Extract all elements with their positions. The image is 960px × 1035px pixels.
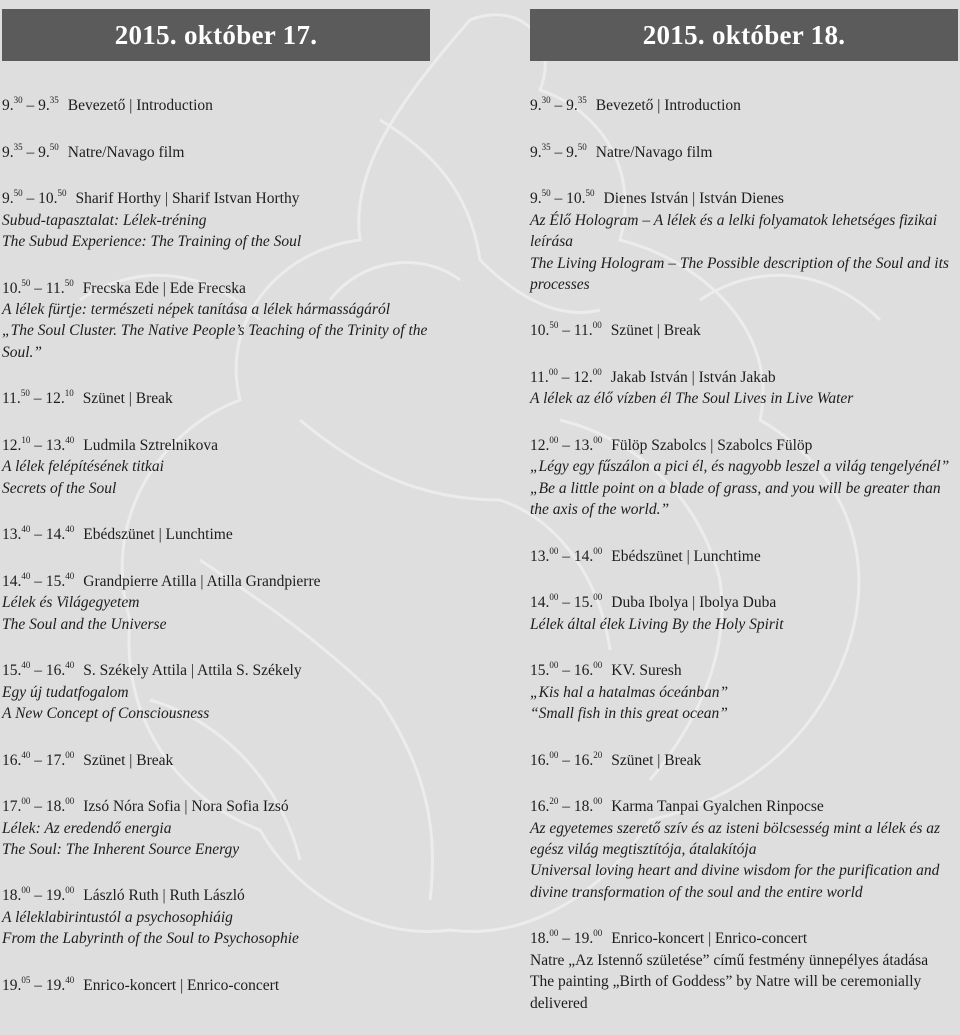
start-hour: 12. [2, 437, 22, 454]
end-minutes: 40 [65, 660, 75, 671]
entry-heading [2, 656, 430, 682]
entry-heading [530, 431, 958, 457]
schedule-entry [2, 431, 430, 499]
entry-heading [2, 384, 430, 410]
entry-heading [530, 542, 958, 568]
end-minutes: 50 [57, 188, 67, 199]
entry-heading [530, 363, 958, 389]
end-minutes: 00 [592, 320, 602, 331]
speaker-title: Sharif Horthy | Sharif Istvan Horthy [75, 190, 300, 208]
speaker-title: Enrico-koncert | Enrico-concert [83, 977, 280, 994]
start-minutes: 00 [21, 885, 31, 896]
time-range [530, 363, 602, 389]
schedule-entry [530, 924, 958, 1014]
speaker-title: Ludmila Sztrelnikova [83, 437, 218, 454]
end-hour: – 16. [558, 751, 594, 769]
time-range [530, 316, 602, 342]
end-hour: – 15. [30, 572, 66, 590]
schedule-entry [2, 656, 430, 724]
schedule-entry [2, 746, 430, 772]
start-hour: 9. [530, 143, 542, 161]
speaker-title: Dienes István | István Dienes [603, 190, 784, 208]
start-minutes: 35 [541, 141, 551, 152]
schedule-list [2, 61, 430, 996]
start-hour: 16. [530, 798, 550, 816]
speaker-title: Jakab István | István Jakab [610, 369, 776, 387]
end-minutes: 00 [65, 796, 75, 807]
talk-title-line: „Légy egy fűszálon a pici él, és nagyobb leszel a világ tengelyénél” [530, 458, 950, 476]
end-hour: – 16. [558, 662, 594, 680]
start-minutes: 00 [549, 434, 559, 445]
time-range [2, 138, 59, 164]
end-minutes: 00 [65, 749, 75, 760]
schedule-entry [2, 138, 430, 164]
speaker-title: Ebédszünet | Lunchtime [83, 526, 233, 544]
end-minutes: 50 [64, 277, 74, 288]
time-range [2, 184, 67, 210]
start-minutes: 30 [13, 95, 23, 105]
talk-title-line: “Small fish in this great ocean” [530, 705, 728, 723]
start-minutes: 05 [21, 974, 31, 985]
end-hour: – 9. [22, 97, 50, 115]
schedule-entry [2, 881, 430, 949]
start-minutes: 40 [21, 524, 31, 535]
schedule-entry [2, 971, 430, 997]
speaker-title: Bevezető | Introduction [67, 97, 213, 115]
time-range [530, 184, 595, 210]
end-minutes: 00 [593, 928, 603, 939]
end-minutes: 00 [593, 796, 603, 807]
end-hour: – 13. [558, 437, 594, 454]
talk-title-line: A lélek fürtje: természeti népek tanítása a lélek hármasságáról [2, 301, 390, 319]
schedule-entry [2, 567, 430, 635]
entry-heading [2, 274, 430, 300]
start-hour: 9. [530, 97, 542, 115]
entry-heading [2, 431, 430, 457]
schedule-entry [530, 542, 958, 568]
time-range [530, 588, 602, 614]
start-hour: 13. [2, 526, 22, 544]
end-hour: – 9. [550, 143, 578, 161]
talk-title-line: Lélek: Az eredendő energia [2, 819, 172, 837]
start-minutes: 30 [541, 95, 551, 105]
talk-title-line: From the Labyrinth of the Soul to Psychosophie [2, 930, 299, 948]
speaker-title: Natre/Navago film [67, 143, 185, 161]
start-minutes: 00 [549, 545, 559, 556]
time-range [2, 91, 59, 117]
time-range [2, 881, 74, 907]
entry-heading [2, 520, 430, 546]
time-range [2, 431, 74, 457]
start-hour: 15. [530, 662, 550, 680]
start-hour: 17. [2, 798, 22, 816]
schedule-entry [2, 520, 430, 546]
start-minutes: 40 [21, 660, 31, 671]
start-hour: 18. [2, 887, 22, 905]
entry-heading [2, 567, 430, 593]
start-minutes: 35 [13, 141, 23, 152]
entry-heading [2, 91, 430, 117]
time-range [2, 656, 74, 682]
end-minutes: 40 [65, 434, 75, 445]
talk-title-line: Lélek által élek Living By the Holy Spirit [530, 615, 784, 633]
start-hour: 11. [530, 369, 549, 387]
schedule-entry [2, 91, 430, 117]
speaker-title: Fülöp Szabolcs | Szabolcs Fülöp [611, 437, 813, 454]
start-minutes: 10 [21, 434, 31, 445]
schedule-entry [2, 184, 430, 252]
end-minutes: 50 [49, 141, 59, 152]
end-hour: – 11. [558, 322, 593, 340]
end-hour: – 14. [558, 547, 594, 565]
time-range [2, 520, 74, 546]
talk-title-line: A lélek az élő vízben él The Soul Lives in Live Water [530, 390, 854, 408]
day-header: 2015. október 17. [2, 9, 430, 61]
speaker-title: Frecska Ede | Ede Frecska [82, 279, 246, 297]
speaker-title: Duba Ibolya | Ibolya Duba [611, 594, 777, 612]
end-hour: – 18. [558, 798, 594, 816]
time-range [530, 924, 602, 950]
entry-heading [2, 138, 430, 164]
schedule-entry [530, 316, 958, 342]
start-hour: 16. [2, 751, 22, 769]
schedule-entry [530, 588, 958, 635]
entry-heading [530, 184, 958, 210]
end-minutes: 00 [593, 545, 603, 556]
time-range [2, 792, 74, 818]
end-hour: – 15. [558, 594, 594, 612]
start-minutes: 50 [21, 277, 31, 288]
schedule-entry [530, 91, 958, 117]
entry-heading [530, 924, 958, 950]
start-hour: 12. [530, 437, 550, 454]
entry-heading [530, 746, 958, 772]
talk-title-line: Lélek és Világegyetem [2, 594, 140, 612]
schedule-entry [530, 363, 958, 410]
time-range [530, 431, 602, 457]
end-hour: – 17. [30, 751, 66, 769]
talk-title-line: Secrets of the Soul [2, 479, 117, 497]
end-minutes: 00 [593, 592, 603, 603]
start-minutes: 50 [541, 188, 551, 199]
end-hour: – 11. [30, 279, 65, 297]
start-minutes: 00 [21, 796, 31, 807]
speaker-title: Izsó Nóra Sofia | Nora Sofia Izsó [83, 798, 289, 816]
speaker-title: S. Székely Attila | Attila S. Székely [83, 662, 302, 680]
end-minutes: 35 [49, 95, 59, 105]
start-minutes: 50 [20, 388, 30, 399]
start-minutes: 20 [549, 796, 559, 807]
end-hour: – 12. [29, 390, 65, 408]
entry-heading [530, 316, 958, 342]
end-minutes: 20 [593, 749, 603, 760]
talk-title-line: A New Concept of Consciousness [2, 705, 210, 723]
talk-title-line: Egy új tudatfogalom [2, 683, 129, 701]
entry-heading [530, 138, 958, 164]
entry-heading [2, 184, 430, 210]
talk-title-line: „Kis hal a hatalmas óceánban” [530, 683, 729, 701]
end-hour: – 10. [550, 190, 586, 208]
start-minutes: 50 [13, 188, 23, 199]
talk-title-line: Az egyetemes szerető szív és az isteni bölcsesség mint a lélek és az egész világ megtisztítója, átalakítója [530, 819, 941, 859]
talk-title-line: Universal loving heart and divine wisdom for the purification and divine transformation of the soul and the entire world [530, 862, 940, 901]
start-minutes: 00 [549, 928, 559, 939]
start-hour: 15. [2, 662, 22, 680]
end-hour: – 9. [22, 143, 50, 161]
speaker-title: Szünet | Break [610, 322, 701, 340]
speaker-title: Karma Tanpai Gyalchen Rinpocse [611, 798, 824, 816]
time-range [530, 746, 602, 772]
schedule-entry [530, 746, 958, 772]
end-hour: – 10. [22, 190, 58, 208]
start-hour: 9. [2, 190, 14, 208]
end-minutes: 40 [65, 524, 75, 535]
end-minutes: 10 [64, 388, 74, 399]
talk-title-line: A lélek felépítésének titkai [2, 458, 164, 476]
end-hour: – 12. [557, 369, 593, 387]
start-hour: 9. [530, 190, 542, 208]
start-minutes: 00 [549, 749, 559, 760]
talk-title-line: Subud-tapasztalat: Lélek-tréning [2, 211, 207, 229]
speaker-title: Szünet | Break [83, 751, 174, 769]
entry-heading [530, 792, 958, 818]
entry-heading [2, 792, 430, 818]
time-range [530, 792, 602, 818]
start-minutes: 40 [21, 749, 31, 760]
time-range [2, 274, 74, 300]
start-hour: 10. [2, 279, 22, 297]
end-minutes: 00 [592, 366, 602, 377]
start-hour: 14. [530, 594, 550, 612]
day-header: 2015. október 18. [530, 9, 958, 61]
end-hour: – 19. [30, 887, 66, 905]
start-hour: 18. [530, 930, 550, 948]
start-minutes: 50 [549, 320, 559, 331]
talk-title-line: „Be a little point on a blade of grass, and you will be greater than the axis of the world.” [530, 479, 941, 519]
time-range [530, 91, 587, 117]
start-hour: 19. [2, 977, 22, 994]
schedule-entry [530, 431, 958, 521]
speaker-title: Enrico-koncert | Enrico-concert [611, 930, 808, 948]
start-hour: 14. [2, 572, 22, 590]
entry-heading [530, 588, 958, 614]
end-hour: – 14. [30, 526, 66, 544]
end-hour: – 9. [550, 97, 578, 115]
talk-title-line: The Living Hologram – The Possible description of the Soul and its processes [530, 254, 949, 293]
talk-title-line: The Subud Experience: The Training of the Soul [2, 233, 302, 251]
talk-title-line: „The Soul Cluster. The Native People’s Teaching of the Trinity of the Soul.” [2, 322, 428, 361]
speaker-title: KV. Suresh [611, 662, 682, 680]
speaker-title: Grandpierre Atilla | Atilla Grandpierre [83, 572, 321, 590]
schedule-entry [2, 384, 430, 410]
schedule-entry [530, 792, 958, 903]
end-hour: – 19. [30, 977, 66, 994]
start-hour: 11. [2, 390, 21, 408]
day-column-oct-17 [2, 9, 430, 1017]
schedule-entry [2, 274, 430, 364]
speaker-title: Natre/Navago film [595, 143, 713, 161]
schedule-entry [530, 138, 958, 164]
day-column-oct-18 [530, 9, 958, 1035]
talk-title-line: Az Élő Hologram – A lélek és a lelki folyamatok lehetséges fizikai leírása [530, 211, 938, 251]
end-minutes: 40 [65, 570, 75, 581]
speaker-title: Bevezető | Introduction [595, 97, 741, 115]
end-minutes: 00 [65, 885, 75, 896]
entry-heading [530, 656, 958, 682]
end-minutes: 40 [65, 974, 75, 985]
time-range [2, 567, 74, 593]
time-range [2, 746, 74, 772]
time-range [2, 971, 74, 997]
end-hour: – 19. [558, 930, 594, 948]
end-hour: – 18. [30, 798, 66, 816]
talk-title-line: The Soul: The Inherent Source Energy [2, 841, 240, 859]
schedule-entry [530, 656, 958, 724]
event-note-line: Natre „Az Istennő születése” című festmény ünnepélyes átadása [530, 951, 929, 969]
time-range [530, 138, 587, 164]
start-minutes: 00 [548, 366, 558, 377]
start-hour: 9. [2, 143, 14, 161]
time-range [530, 656, 602, 682]
schedule-list [530, 61, 958, 1014]
speaker-title: László Ruth | Ruth László [83, 887, 245, 905]
start-hour: 13. [530, 547, 550, 565]
time-range [530, 542, 602, 568]
end-minutes: 50 [577, 141, 587, 152]
entry-heading [2, 881, 430, 907]
schedule-entry [2, 792, 430, 860]
time-range [2, 384, 74, 410]
end-minutes: 35 [577, 95, 587, 105]
schedule-entry [530, 184, 958, 295]
entry-heading [2, 971, 430, 997]
talk-title-line: The Soul and the Universe [2, 615, 167, 633]
entry-heading [2, 746, 430, 772]
end-minutes: 00 [593, 660, 603, 671]
speaker-title: Szünet | Break [82, 390, 173, 408]
talk-title-line: A léleklabirintustól a psychosophiáig [2, 909, 233, 927]
event-note-line: The painting „Birth of Goddess” by Natre will be ceremonially delivered [530, 973, 922, 1012]
end-hour: – 13. [30, 437, 66, 454]
speaker-title: Szünet | Break [611, 751, 702, 769]
entry-heading [530, 91, 958, 117]
start-minutes: 40 [21, 570, 31, 581]
speaker-title: Ebédszünet | Lunchtime [611, 547, 761, 565]
start-hour: 9. [2, 97, 14, 115]
start-hour: 16. [530, 751, 550, 769]
start-minutes: 00 [549, 660, 559, 671]
start-hour: 10. [530, 322, 550, 340]
end-hour: – 16. [30, 662, 66, 680]
end-minutes: 00 [593, 434, 603, 445]
end-minutes: 50 [585, 188, 595, 199]
start-minutes: 00 [549, 592, 559, 603]
